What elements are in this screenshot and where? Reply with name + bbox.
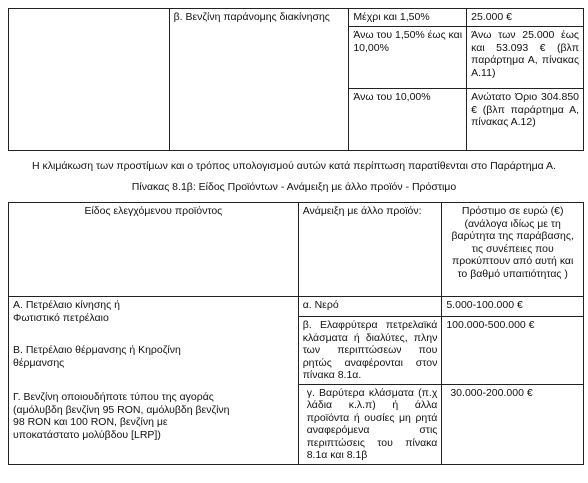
table1-range: Άνω του 10,00% (349, 89, 467, 151)
table1-empty-cell (9, 9, 170, 151)
penalty-table-2 (8, 202, 584, 465)
table1-range: Άνω του 1,50% έως και 10,00% (349, 27, 467, 89)
penalty-cell: 30.000-200.000 € (442, 384, 584, 464)
product-a: Α. Πετρέλαιο κίνησης ή Φωτιστικό πετρέλαιο (13, 299, 120, 324)
penalty-table-1 (8, 8, 584, 151)
product-b: Β. Πετρέλαιο θέρμανσης ή Κηροζίνη θέρμανσης (13, 344, 181, 369)
table1-penalty: Ανώτατο Όριο 304.850 € (βλπ παράρτημα Α, πίνακας Α.12) (467, 89, 584, 151)
penalty-cell: 100.000-500.000 € (442, 317, 584, 385)
table1-penalty: 25.000 € (467, 9, 584, 27)
table1-range: Μέχρι και 1,50% (349, 9, 467, 27)
product-c: Γ. Βενζίνη οποιουδήποτε τύπου της αγοράς (αμόλυβδη βενζίνη 95 RON, αμόλυβδη βενζίνη 98 RON και 100 RON, βενζίνη με υποκατάστατο μολύβδου [LRP]) (13, 391, 230, 441)
penalty-cell: 5.000-100.000 € (442, 297, 584, 317)
header-mixture: Ανάμειξη με άλλο προϊόν: (298, 203, 442, 297)
mixture-cell: β. Ελαφρύτερα πετρελαϊκά κλάσματα ή διαλύτες, πλην των περιπτώσεων που ρητώς αναφέρονται στον πίνακα 8.1α. (298, 317, 442, 385)
header-product: Είδος ελεγχόμενου προϊόντος (9, 203, 299, 297)
table-caption: Πίνακας 8.1β: Είδος Προϊόντων - Ανάμειξη με άλλο προϊόν - Πρόστιμο (131, 181, 457, 193)
table1-category: β. Βενζίνη παράνομης διακίνησης (169, 9, 349, 151)
body-paragraph: Η κλιμάκωση των προστίμων και ο τρόπος υπολογισμού αυτών κατά περίπτωση παρατίθενται στο Παράρτημα Α. (32, 160, 556, 172)
table1-penalty: Άνω των 25.000 έως και 53.093 € (βλπ παράρτημα Α, πίνακας Α.11) (467, 27, 584, 89)
mixture-cell: γ. Βαρύτερα κλάσματα (π.χ λάδια κ.λ.π) ή άλλα προϊόντα ή ουσίες μη ρητά αναφερόμενα στις περιπτώσεις του πίνακα 8.1α και 8.1β (298, 384, 442, 464)
mixture-cell: α. Νερό (298, 297, 442, 317)
product-list-cell (9, 297, 299, 465)
header-penalty: Πρόστιμο σε ευρώ (€) (ανάλογα ιδίως με τη βαρύτητα της παράβασης, τις συνέπειες που προκύπτουν από αυτή και το βαθμό υπαιτιότητας ) (442, 203, 584, 297)
